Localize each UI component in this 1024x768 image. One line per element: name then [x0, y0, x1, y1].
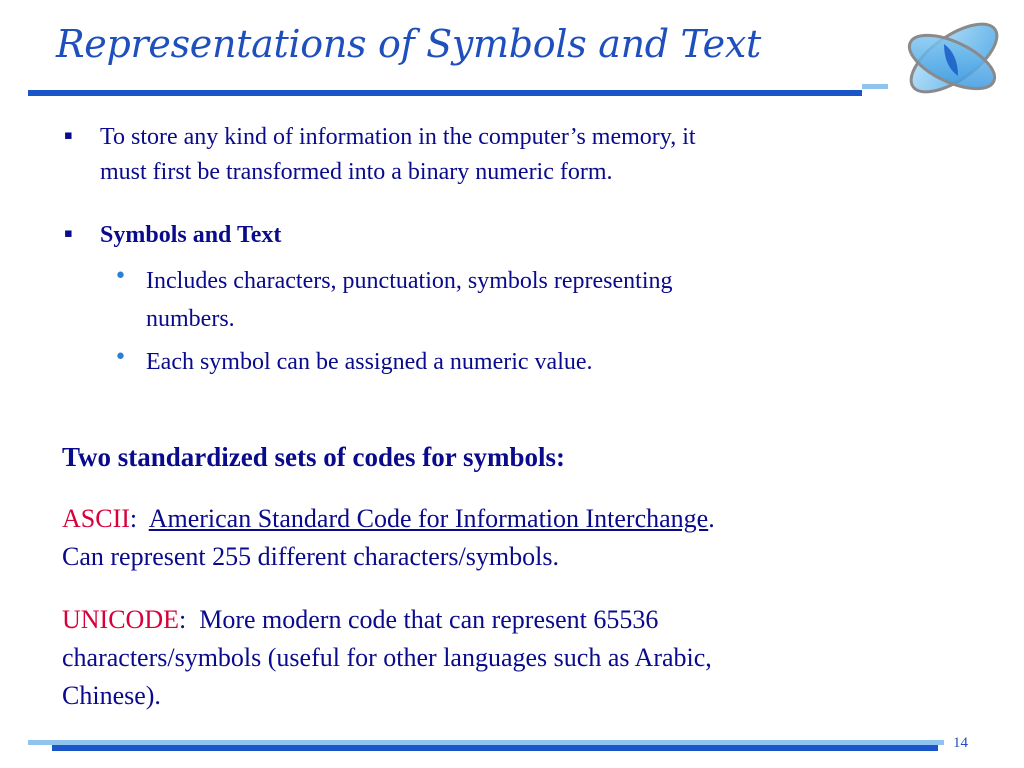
section-heading: Two standardized sets of codes for symbols: [62, 442, 565, 472]
unicode-line-1 [62, 601, 1022, 639]
slide-title: Representations of Symbols and Text [56, 22, 761, 66]
unicode-line-2: characters/symbols (useful for other languages such as Arabic, [62, 643, 712, 672]
sub-bullet-line: Includes characters, punctuation, symbols representing [146, 268, 673, 294]
bullet-item [100, 120, 980, 190]
lens-logo-icon [900, 14, 1006, 104]
square-bullet-icon: ▪ [64, 128, 73, 143]
top-rule-light [862, 84, 888, 89]
sub-bullet-item [146, 343, 966, 381]
ascii-paragraph [62, 500, 1022, 576]
round-bullet-icon: • [114, 345, 127, 370]
unicode-line-1-rest: : More modern code that can represent 65536 [179, 605, 659, 634]
ascii-period: . [708, 504, 715, 533]
sub-bullet-line: numbers. [146, 306, 235, 332]
ascii-term: ASCII [62, 504, 130, 533]
bottom-rule-dark [52, 745, 938, 751]
square-bullet-icon: ▪ [64, 226, 73, 241]
bullet-line: must first be transformed into a binary numeric form. [100, 159, 613, 185]
bullet-line: To store any kind of information in the computer’s memory, it [100, 124, 696, 150]
top-rule-dark [28, 90, 862, 96]
unicode-term: UNICODE [62, 605, 179, 634]
unicode-paragraph [62, 601, 1022, 715]
ascii-line-1 [62, 500, 1022, 538]
ascii-definition-link[interactable]: American Standard Code for Information Interchange [148, 504, 709, 533]
ascii-line-2: Can represent 255 different characters/symbols. [62, 542, 559, 571]
round-bullet-icon: • [114, 264, 127, 289]
sub-bullet-line: Each symbol can be assigned a numeric value. [146, 349, 593, 375]
page-number: 14 [953, 735, 968, 751]
unicode-line-3: Chinese). [62, 681, 161, 710]
bullet-heading: Symbols and Text [100, 222, 282, 248]
sub-bullet-item [146, 262, 966, 338]
ascii-separator: : [129, 504, 149, 533]
